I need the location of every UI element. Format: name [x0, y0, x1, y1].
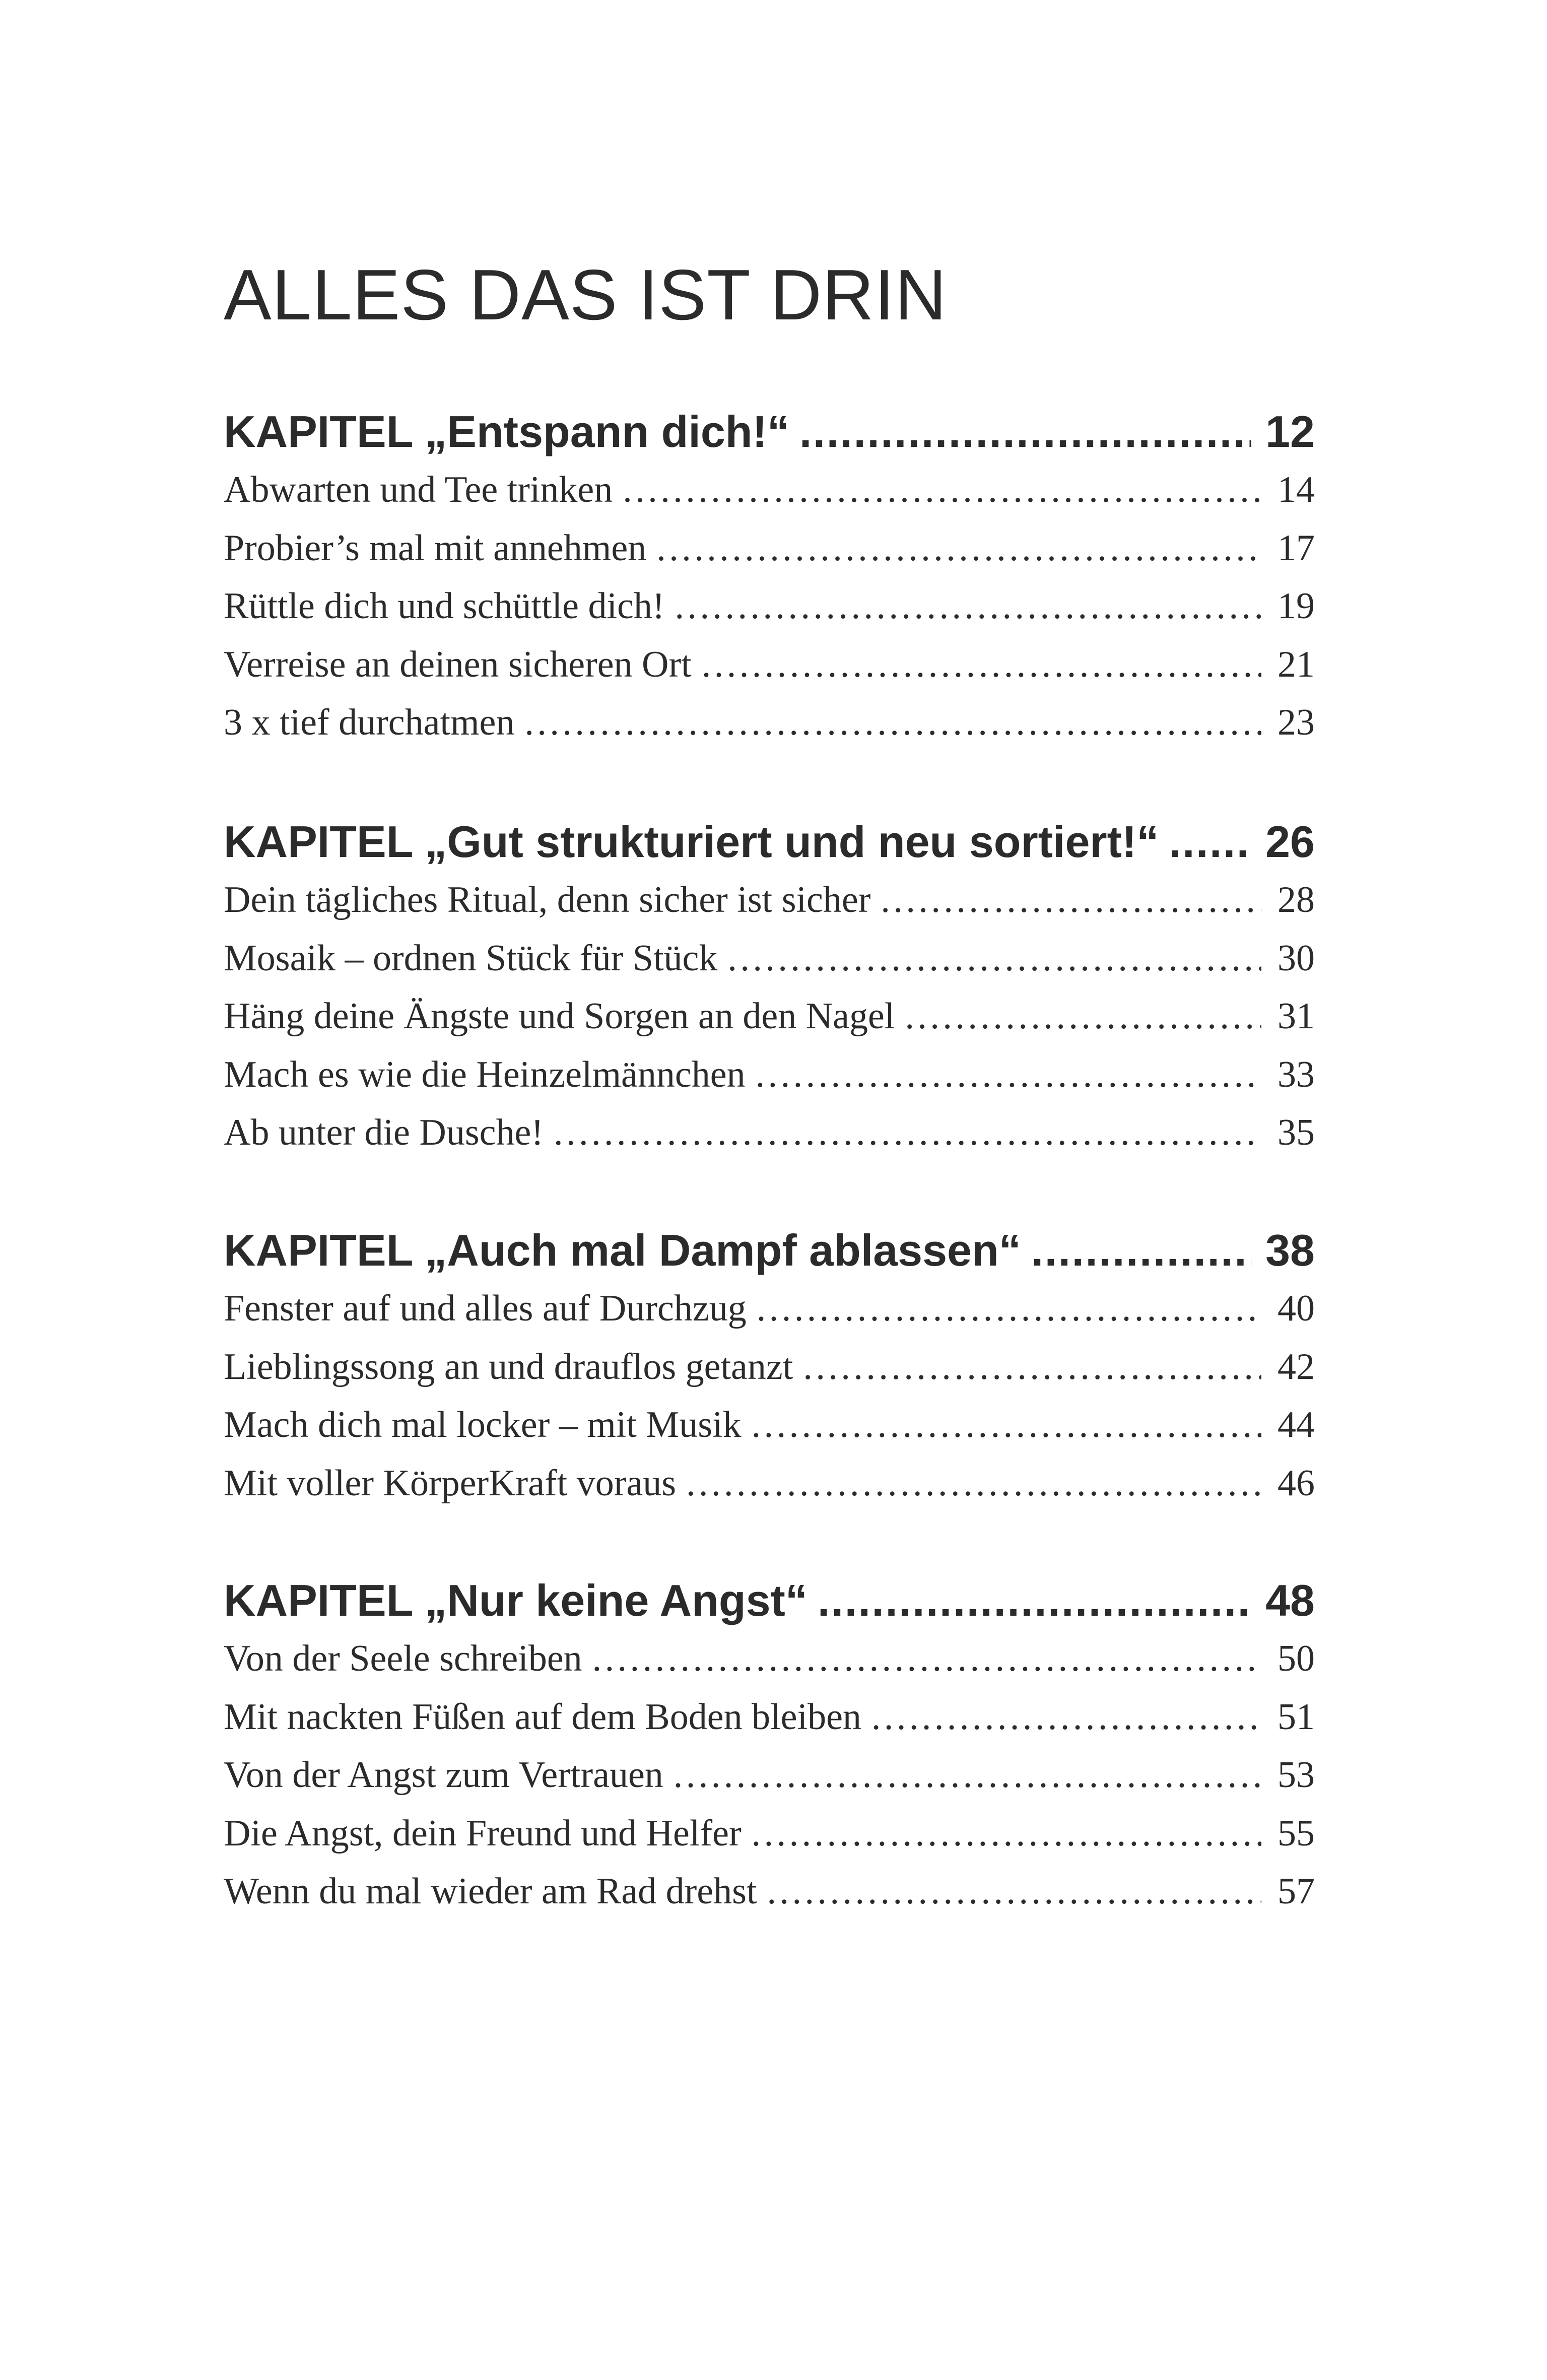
entry-title: Wenn du mal wieder am Rad drehst [224, 1871, 757, 1912]
chapter-title: KAPITEL „Nur keine Angst“ [224, 1575, 808, 1625]
entry-page-number: 21 [1277, 643, 1315, 685]
entry-page-number: 50 [1277, 1638, 1315, 1679]
toc-entry[interactable] [224, 1805, 1315, 1863]
toc-entry[interactable] [224, 1863, 1315, 1921]
entry-page-number: 53 [1277, 1754, 1315, 1796]
chapter-1 [224, 402, 1315, 752]
entry-page-number: 19 [1277, 585, 1315, 627]
toc-entry[interactable] [224, 1396, 1315, 1455]
chapter-heading[interactable] [224, 1221, 1315, 1280]
dot-leader [881, 871, 1261, 930]
toc-entry[interactable] [224, 1630, 1315, 1688]
dot-leader [756, 1046, 1261, 1104]
entry-page-number: 14 [1277, 469, 1315, 510]
entry-page-number: 40 [1277, 1288, 1315, 1329]
toc-entry[interactable] [224, 694, 1315, 752]
chapter-heading[interactable] [224, 402, 1315, 461]
dot-leader [752, 1396, 1261, 1455]
entry-page-number: 28 [1277, 879, 1315, 920]
entry-title: Häng deine Ängste und Sorgen an den Nagel [224, 996, 895, 1037]
entry-title: Von der Seele schreiben [224, 1638, 582, 1679]
toc-entry[interactable] [224, 1280, 1315, 1338]
dot-leader [675, 577, 1262, 636]
toc-entry[interactable] [224, 1688, 1315, 1747]
dot-leader [686, 1455, 1261, 1513]
dot-leader [1169, 812, 1251, 871]
dot-leader [799, 402, 1251, 461]
dot-leader [592, 1630, 1261, 1688]
toc-entry[interactable] [224, 1046, 1315, 1104]
chapter-title: KAPITEL „Entspann dich!“ [224, 407, 789, 456]
entry-page-number: 42 [1277, 1346, 1315, 1387]
dot-leader [818, 1571, 1251, 1630]
dot-leader [757, 1280, 1261, 1338]
chapter-title: KAPITEL „Gut strukturiert und neu sortiert!“ [224, 817, 1159, 867]
toc-entry[interactable] [224, 871, 1315, 930]
dot-leader [674, 1746, 1261, 1805]
dot-leader [702, 636, 1261, 694]
dot-leader [727, 930, 1261, 988]
toc-entry[interactable] [224, 1455, 1315, 1513]
entry-title: 3 x tief durchatmen [224, 702, 515, 743]
toc-entry[interactable] [224, 1338, 1315, 1397]
entry-page-number: 57 [1277, 1871, 1315, 1912]
toc-entry[interactable] [224, 461, 1315, 519]
dot-leader [554, 1104, 1261, 1162]
entry-title: Ab unter die Dusche! [224, 1112, 544, 1153]
chapter-heading[interactable] [224, 1571, 1315, 1630]
chapter-heading[interactable] [224, 812, 1315, 871]
entry-page-number: 51 [1277, 1696, 1315, 1738]
entry-title: Mit voller KörperKraft voraus [224, 1462, 677, 1504]
toc-entry[interactable] [224, 519, 1315, 578]
entry-title: Verreise an deinen sicheren Ort [224, 643, 692, 685]
page-title: ALLES DAS IST DRIN [224, 255, 947, 335]
entry-title: Rüttle dich und schüttle dich! [224, 585, 665, 627]
chapter-2 [224, 812, 1315, 1162]
dot-leader [623, 461, 1261, 519]
entry-page-number: 55 [1277, 1812, 1315, 1854]
toc-entry[interactable] [224, 1746, 1315, 1805]
dot-leader [752, 1805, 1261, 1863]
entry-title: Probier’s mal mit annehmen [224, 527, 647, 569]
entry-title: Lieblingssong an und drauflos getanzt [224, 1346, 793, 1387]
dot-leader [767, 1863, 1261, 1921]
chapter-page-number: 38 [1265, 1225, 1315, 1275]
toc-entry[interactable] [224, 1104, 1315, 1162]
entry-title: Mach dich mal locker – mit Musik [224, 1404, 742, 1445]
entry-page-number: 33 [1277, 1053, 1315, 1095]
toc-entry[interactable] [224, 987, 1315, 1046]
chapter-page-number: 26 [1265, 817, 1315, 867]
chapter-4 [224, 1571, 1315, 1921]
entry-title: Fenster auf und alles auf Durchzug [224, 1288, 747, 1329]
entry-page-number: 35 [1277, 1112, 1315, 1153]
entry-title: Mach es wie die Heinzelmännchen [224, 1053, 746, 1095]
dot-leader [905, 987, 1261, 1046]
dot-leader [524, 694, 1261, 752]
chapter-page-number: 12 [1265, 407, 1315, 456]
chapter-3 [224, 1221, 1315, 1512]
entry-page-number: 30 [1277, 937, 1315, 979]
entry-page-number: 17 [1277, 527, 1315, 569]
entry-page-number: 31 [1277, 996, 1315, 1037]
entry-title: Die Angst, dein Freund und Helfer [224, 1812, 742, 1854]
toc-entry[interactable] [224, 930, 1315, 988]
entry-page-number: 44 [1277, 1404, 1315, 1445]
entry-title: Mit nackten Füßen auf dem Boden bleiben [224, 1696, 861, 1738]
entry-title: Abwarten und Tee trinken [224, 469, 613, 510]
entry-title: Mosaik – ordnen Stück für Stück [224, 937, 718, 979]
dot-leader [871, 1688, 1261, 1747]
dot-leader [656, 519, 1261, 578]
entry-title: Von der Angst zum Vertrauen [224, 1754, 663, 1796]
chapter-title: KAPITEL „Auch mal Dampf ablassen“ [224, 1225, 1021, 1275]
chapter-page-number: 48 [1265, 1575, 1315, 1625]
entry-title: Dein tägliches Ritual, denn sicher ist sicher [224, 879, 871, 920]
toc-entry[interactable] [224, 577, 1315, 636]
entry-page-number: 23 [1277, 702, 1315, 743]
toc-entry[interactable] [224, 636, 1315, 694]
dot-leader [1031, 1221, 1251, 1280]
entry-page-number: 46 [1277, 1462, 1315, 1504]
dot-leader [803, 1338, 1261, 1397]
